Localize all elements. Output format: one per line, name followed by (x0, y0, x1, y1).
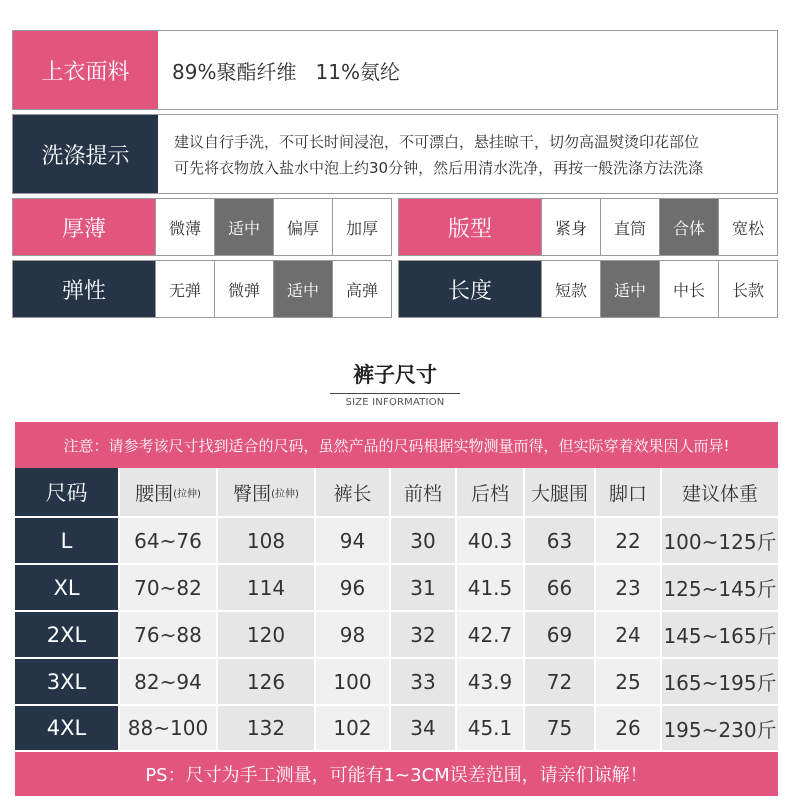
table-header-pants-length: 裤长 (316, 468, 389, 516)
table-header-back-rise: 后档 (457, 468, 523, 516)
table-cell: 132 (218, 706, 314, 750)
attr-thickness-label: 厚薄 (13, 199, 155, 255)
footer-note: PS：尺寸为手工测量，可能有1~3CM误差范围，请亲们谅解！ (15, 752, 778, 796)
table-header-front-rise: 前档 (391, 468, 455, 516)
attr-thickness-option-4: 加厚 (332, 199, 391, 255)
section-subtitle: SIZE INFORMATION (345, 397, 445, 408)
table-header-size: 尺码 (15, 468, 118, 516)
attr-elasticity-label: 弹性 (13, 261, 155, 317)
table-cell: 102 (316, 706, 389, 750)
attr-length-label: 长度 (399, 261, 541, 317)
table-cell: 94 (316, 518, 389, 563)
attr-elasticity-option-2: 微弹 (214, 261, 273, 317)
table-row-size: 2XL (15, 612, 118, 657)
table-cell: 100~125斤 (662, 518, 778, 563)
table-header-weight: 建议体重 (662, 468, 778, 516)
table-row-size: 4XL (15, 706, 118, 750)
table-cell: 66 (525, 565, 594, 610)
attr-elasticity-option-4: 高弹 (332, 261, 391, 317)
attr-length (398, 260, 778, 318)
section-title: 裤子尺寸 (353, 363, 437, 387)
attr-fit-option-3-selected: 合体 (659, 199, 718, 255)
care-text (158, 115, 777, 193)
table-header-waist-label: 腰围 (135, 482, 174, 505)
care-row (12, 114, 778, 194)
table-cell: 108 (218, 518, 314, 563)
attr-length-option-2-selected: 适中 (600, 261, 659, 317)
table-cell: 165~195斤 (662, 659, 778, 704)
attr-fit-option-2: 直筒 (600, 199, 659, 255)
material-row (12, 30, 778, 110)
attr-elasticity-option-1: 无弹 (155, 261, 214, 317)
care-line-1: 建议自行手洗，不可长时间浸泡，不可漂白，悬挂晾干，切勿高温熨烫印花部位 (174, 133, 700, 151)
table-cell: 32 (391, 612, 455, 657)
table-cell: 72 (525, 659, 594, 704)
size-table (15, 468, 778, 750)
table-cell: 126 (218, 659, 314, 704)
care-line-2: 可先将衣物放入盐水中泡上约30分钟，然后用清水洗净，再按一般洗涤方法洗涤 (174, 159, 704, 177)
material-label: 上衣面料 (13, 31, 158, 109)
attr-fit (398, 198, 778, 256)
table-row-size: L (15, 518, 118, 563)
table-cell: 24 (596, 612, 660, 657)
table-cell: 40.3 (457, 518, 523, 563)
table-header-waist-note: (拉伸) (173, 488, 201, 500)
table-cell: 88~100 (120, 706, 216, 750)
table-row-size: XL (15, 565, 118, 610)
table-cell: 31 (391, 565, 455, 610)
table-header-waist (120, 468, 216, 516)
table-cell: 76~88 (120, 612, 216, 657)
table-cell: 98 (316, 612, 389, 657)
attr-length-option-4: 长款 (718, 261, 777, 317)
attr-length-option-3: 中长 (659, 261, 718, 317)
table-header-thigh: 大腿围 (525, 468, 594, 516)
table-cell: 34 (391, 706, 455, 750)
attr-elasticity-option-3-selected: 适中 (273, 261, 332, 317)
table-cell: 33 (391, 659, 455, 704)
table-header-hip (218, 468, 314, 516)
table-cell: 195~230斤 (662, 706, 778, 750)
table-cell: 120 (218, 612, 314, 657)
table-cell: 22 (596, 518, 660, 563)
attr-elasticity (12, 260, 392, 318)
attr-fit-option-4: 宽松 (718, 199, 777, 255)
attr-fit-label: 版型 (399, 199, 541, 255)
table-header-hip-label: 臀围 (233, 482, 272, 505)
material-value: 89%聚酯纤维 11%氨纶 (172, 59, 400, 84)
section-title-underline (330, 393, 460, 394)
notice-bar: 注意：请参考该尺寸找到适合的尺码，虽然产品的尺码根据实物测量而得，但实际穿着效果因人而异! (15, 422, 778, 468)
attr-thickness-option-1: 微薄 (155, 199, 214, 255)
table-cell: 41.5 (457, 565, 523, 610)
table-cell: 42.7 (457, 612, 523, 657)
table-cell: 64~76 (120, 518, 216, 563)
table-cell: 25 (596, 659, 660, 704)
table-cell: 100 (316, 659, 389, 704)
attr-thickness (12, 198, 392, 256)
table-cell: 63 (525, 518, 594, 563)
attr-length-option-1: 短款 (541, 261, 600, 317)
table-cell: 23 (596, 565, 660, 610)
table-cell: 69 (525, 612, 594, 657)
table-cell: 96 (316, 565, 389, 610)
table-cell: 125~145斤 (662, 565, 778, 610)
attr-fit-option-1: 紧身 (541, 199, 600, 255)
table-cell: 114 (218, 565, 314, 610)
table-cell: 82~94 (120, 659, 216, 704)
table-cell: 70~82 (120, 565, 216, 610)
attr-thickness-option-2-selected: 适中 (214, 199, 273, 255)
table-cell: 145~165斤 (662, 612, 778, 657)
table-cell: 43.9 (457, 659, 523, 704)
table-cell: 30 (391, 518, 455, 563)
table-cell: 45.1 (457, 706, 523, 750)
table-header-hip-note: (拉伸) (271, 488, 299, 500)
attr-thickness-option-3: 偏厚 (273, 199, 332, 255)
table-cell: 75 (525, 706, 594, 750)
table-row-size: 3XL (15, 659, 118, 704)
table-header-hem: 脚口 (596, 468, 660, 516)
care-label: 洗涤提示 (13, 115, 158, 193)
table-cell: 26 (596, 706, 660, 750)
